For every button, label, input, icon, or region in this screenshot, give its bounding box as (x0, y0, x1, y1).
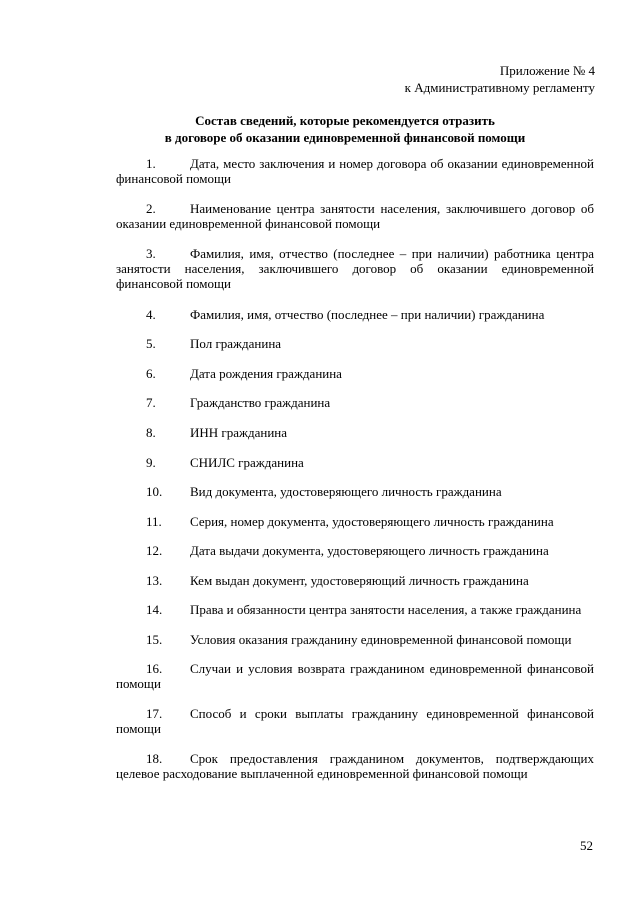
item-number: 2. (146, 201, 156, 216)
list-item (116, 706, 594, 736)
item-text: Случаи и условия возврата гражданином единовременной финансовой помощи (116, 661, 594, 691)
item-text: Пол гражданина (190, 336, 282, 351)
list-item (116, 425, 594, 440)
item-text: Фамилия, имя, отчество (последнее – при наличии) гражданина (190, 307, 545, 322)
list-item (116, 156, 594, 186)
appendix-header (405, 62, 595, 96)
item-number: 7. (146, 395, 156, 410)
item-text: Серия, номер документа, удостоверяющего личность гражданина (190, 514, 554, 529)
item-number: 1. (146, 156, 156, 171)
appendix-number: Приложение № 4 (499, 63, 595, 78)
item-number: 18. (146, 751, 163, 766)
item-number: 4. (146, 307, 156, 322)
item-number: 9. (146, 455, 156, 470)
list-item (116, 514, 594, 529)
item-number: 16. (146, 661, 163, 676)
list-item (116, 246, 594, 291)
item-number: 8. (146, 425, 156, 440)
item-text: СНИЛС гражданина (190, 455, 304, 470)
list-item (116, 366, 594, 381)
list-item (116, 543, 594, 558)
list-item (116, 573, 594, 588)
item-text: Права и обязанности центра занятости населения, а также гражданина (190, 602, 582, 617)
item-text: Срок предоставления гражданином документов, подтверждающих целевое расходование выплаченной единовременной финансовой помощи (116, 751, 594, 781)
list-item (116, 632, 594, 647)
item-text: Наименование центра занятости населения, заключившего договор об оказании единовременной финансовой помощи (116, 201, 594, 231)
list-item (116, 751, 594, 781)
list-item (116, 336, 594, 351)
list-item (116, 484, 594, 499)
list-item (116, 395, 594, 410)
item-number: 3. (146, 246, 156, 261)
page-number: 52 (580, 838, 593, 853)
item-text: Кем выдан документ, удостоверяющий личность гражданина (190, 573, 529, 588)
appendix-reference: к Административному регламенту (404, 80, 595, 95)
item-number: 10. (146, 484, 163, 499)
item-text: Дата, место заключения и номер договора об оказании единовременной финансовой помощи (116, 156, 594, 186)
item-text: Вид документа, удостоверяющего личность гражданина (190, 484, 502, 499)
list-item (116, 661, 594, 691)
list-item (116, 455, 594, 470)
item-number: 17. (146, 706, 163, 721)
item-text: Фамилия, имя, отчество (последнее – при наличии) работника центра занятости населения, заключившего договор об оказании единовременной финансовой помощи (116, 246, 594, 291)
item-text: Гражданство гражданина (190, 395, 331, 410)
item-number: 15. (146, 632, 163, 647)
item-text: Дата рождения гражданина (190, 366, 342, 381)
item-text: ИНН гражданина (190, 425, 288, 440)
document-title (110, 112, 580, 146)
item-number: 11. (146, 514, 162, 529)
list-item (116, 602, 594, 617)
item-number: 14. (146, 602, 163, 617)
title-line-1: Состав сведений, которые рекомендуется отразить (195, 113, 495, 128)
item-text: Способ и сроки выплаты гражданину единовременной финансовой помощи (116, 706, 594, 736)
item-number: 5. (146, 336, 156, 351)
item-number: 12. (146, 543, 163, 558)
item-text: Дата выдачи документа, удостоверяющего личность гражданина (190, 543, 549, 558)
item-number: 6. (146, 366, 156, 381)
list-item (116, 201, 594, 231)
title-line-2: в договоре об оказании единовременной финансовой помощи (164, 130, 526, 145)
item-number: 13. (146, 573, 163, 588)
list-item (116, 307, 594, 322)
item-text: Условия оказания гражданину единовременной финансовой помощи (190, 632, 572, 647)
